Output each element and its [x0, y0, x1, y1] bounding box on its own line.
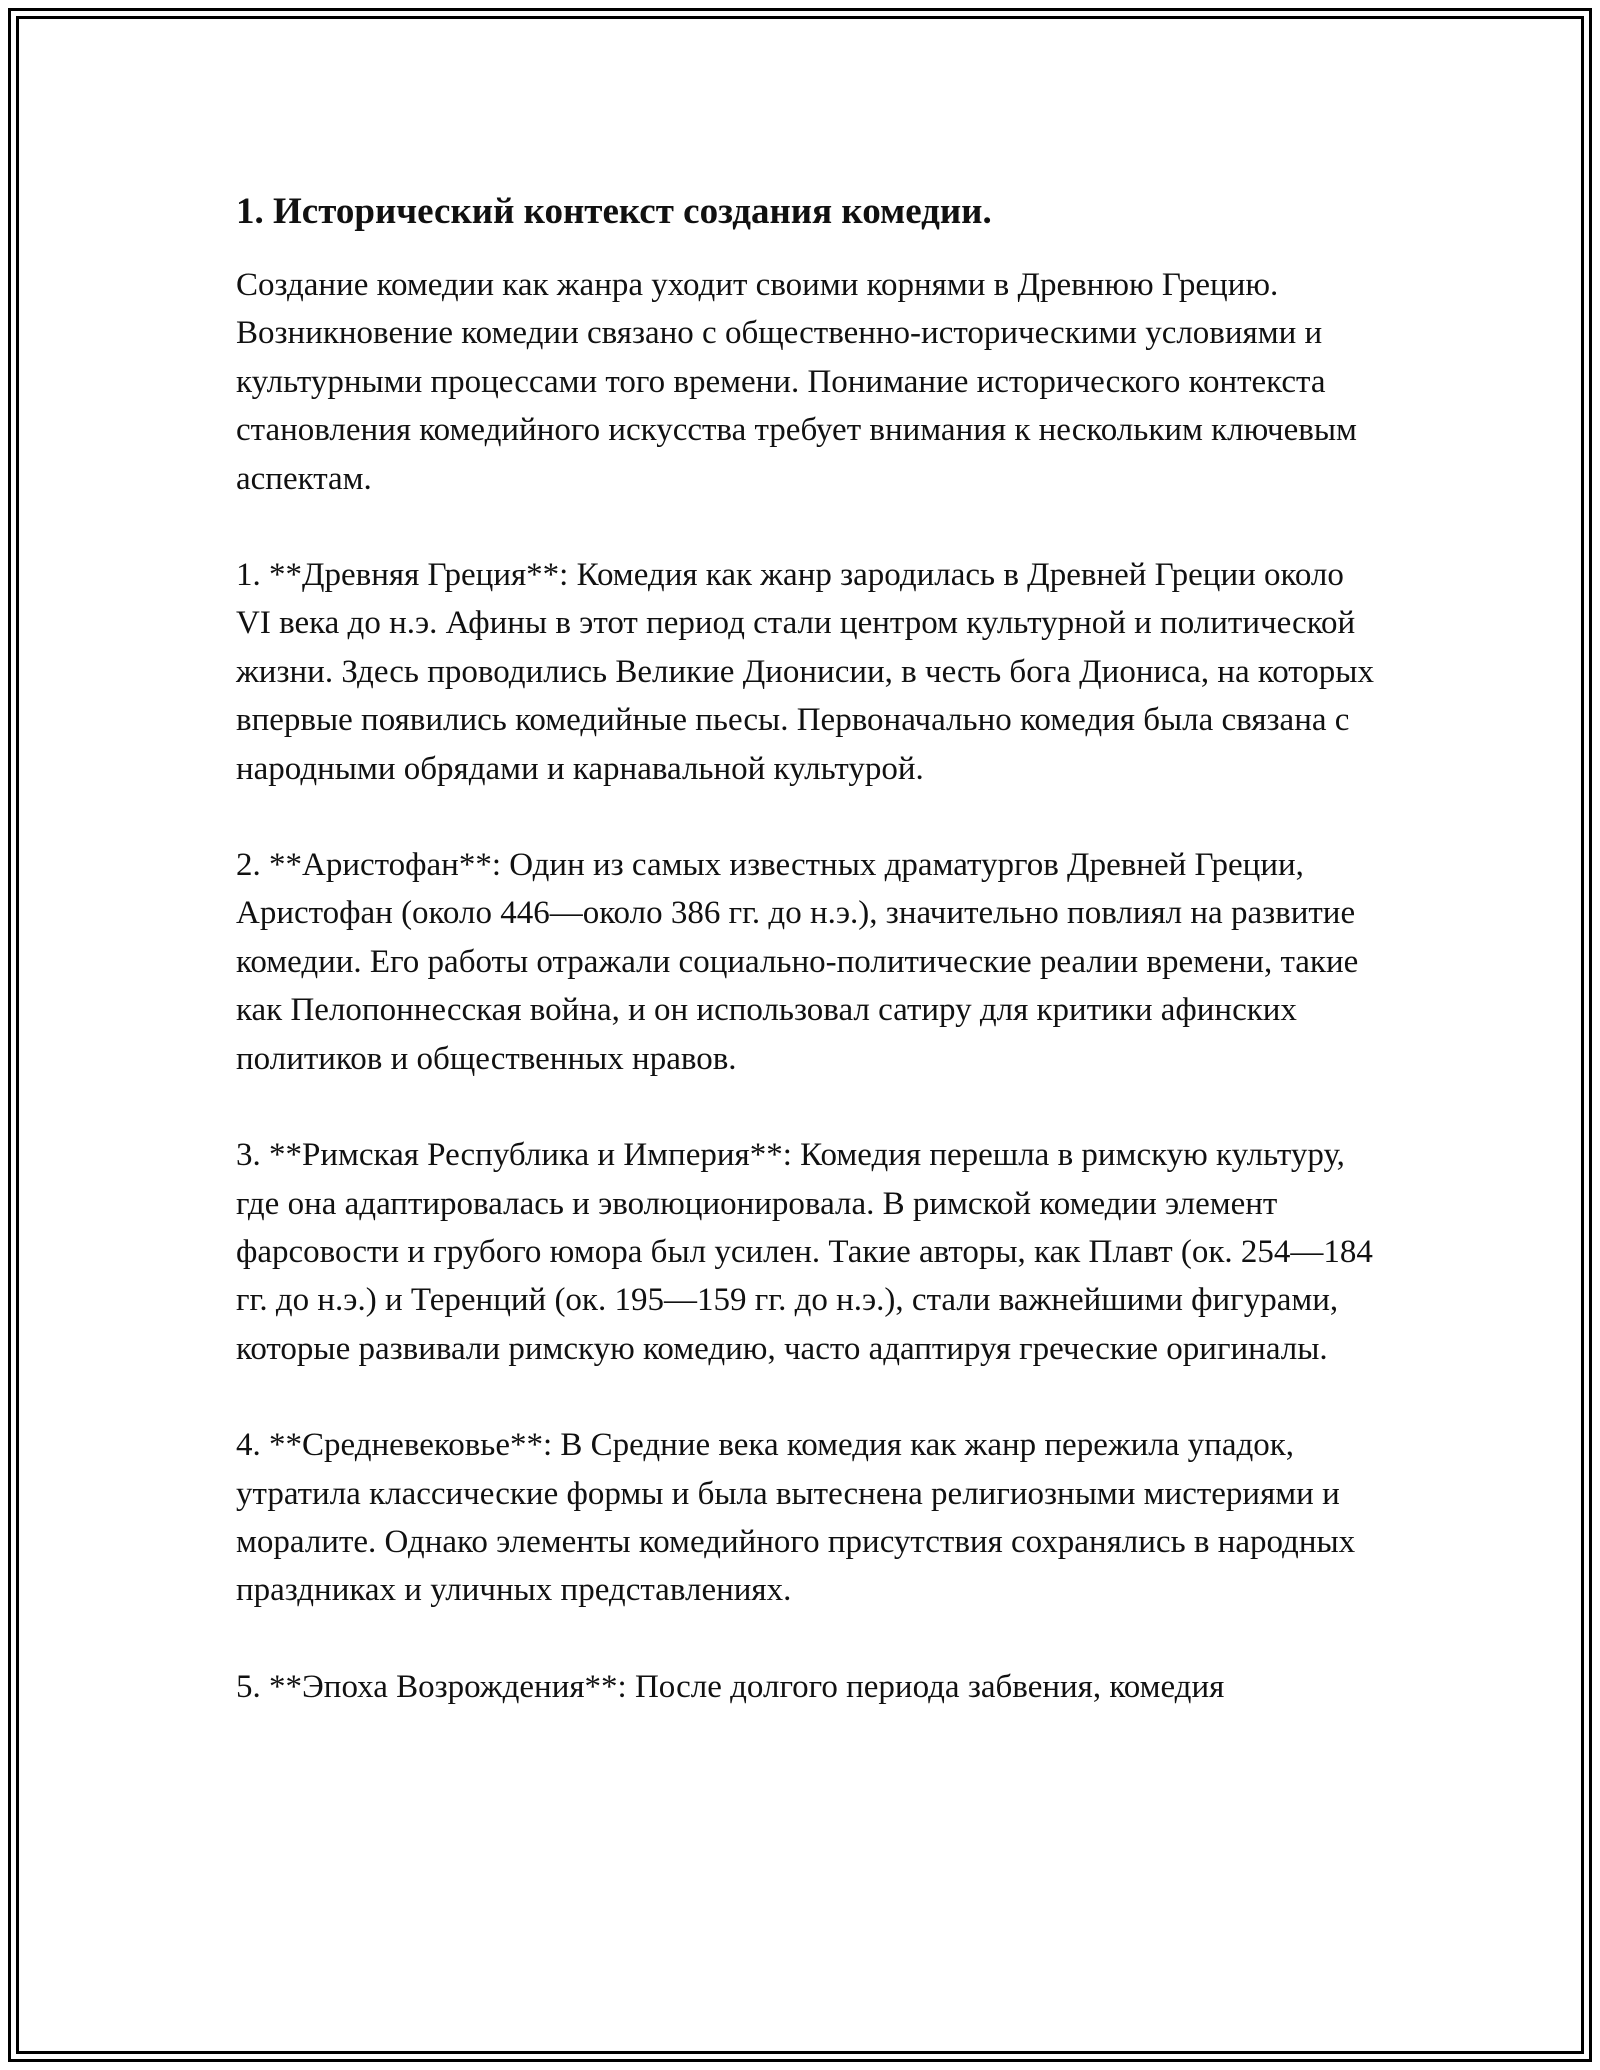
paragraph-roman-republic: 3. **Римская Республика и Империя**: Комедия перешла в римскую культуру, где она адаптировалась и эволюционировала. В римской комедии элемент фарсовости и грубого юмора был усилен. Такие авторы, как Плавт (ок. 254—184 гг. до н.э.) и Теренций (ок. 195—159 гг. до н.э.), стали важнейшими фигурами, которые развивали римскую комедию, часто адаптируя греческие оригиналы. — [236, 1137, 1373, 1367]
paragraph-aristophanes: 2. **Аристофан**: Один из самых известных драматургов Древней Греции, Аристофан (около 446—около 386 гг. до н.э.), значительно повлиял на развитие комедии. Его работы отражали социально-политические реалии времени, такие как Пелопоннесская война, и он использовал сатиру для критики афинских политиков и общественных нравов. — [236, 847, 1359, 1077]
section-heading: 1. Исторический контекст создания комедии. — [236, 191, 992, 232]
document-body — [236, 188, 1376, 1711]
paragraph-renaissance: 5. **Эпоха Возрождения**: После долгого периода забвения, комедия — [236, 1668, 1225, 1705]
paragraph-middle-ages: 4. **Средневековье**: В Средние века комедия как жанр пережила упадок, утратила классические формы и была вытеснена религиозными мистериями и моралите. Однако элементы комедийного присутствия сохранялись в народных праздниках и уличных представлениях. — [236, 1427, 1356, 1609]
intro-paragraph: Создание комедии как жанра уходит своими корнями в Древнюю Грецию. Возникновение комедии связано с общественно-историческими условиями и культурными процессами того времени. Понимание исторического контекста становления комедийного искусства требует внимания к нескольким ключевым аспектам. — [236, 267, 1357, 497]
paragraph-ancient-greece: 1. **Древняя Греция**: Комедия как жанр зародилась в Древней Греции около VI века до н.э. Афины в этот период стали центром культурной и политической жизни. Здесь проводились Великие Дионисии, в честь бога Диониса, на которых впервые появились комедийные пьесы. Первоначально комедия была связана с народными обрядами и карнавальной культурой. — [236, 557, 1374, 787]
